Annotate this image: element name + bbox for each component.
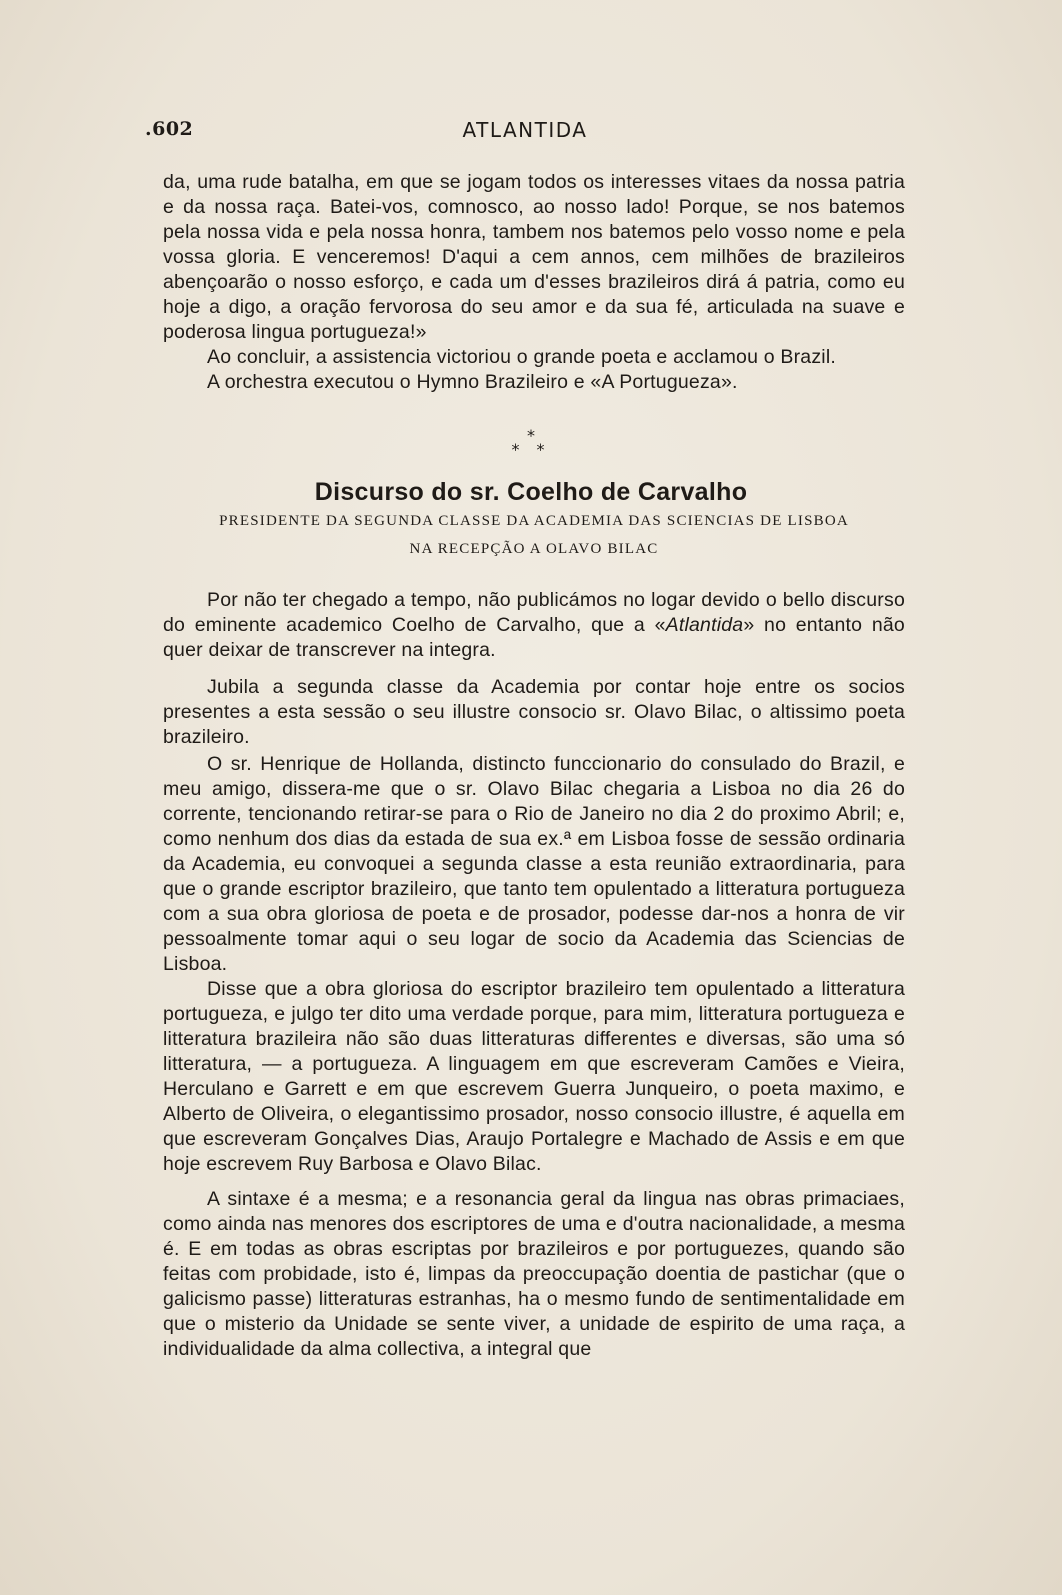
article-body (163, 588, 905, 1362)
running-title: ATLANTIDA (462, 118, 588, 142)
page-number: .602 (145, 118, 194, 140)
section-separator (0, 426, 1062, 459)
continuation-text (163, 170, 905, 395)
magazine-name: Atlantida (665, 614, 744, 636)
separator-top: * (527, 426, 535, 445)
section-subtitle: PRESIDENTE DA SEGUNDA CLASSE DA ACADEMIA DAS SCIENCIAS DE LISBOA (219, 513, 849, 529)
paragraph: A orchestra executou o Hymno Brazileiro e «A Portugueza». (207, 371, 738, 393)
speech-paragraph: Jubila a segunda classe da Academia por contar hoje entre os socios presentes a esta sessão o seu illustre consocio sr. Olavo Bilac, o altissimo poeta brazileiro. (163, 676, 905, 748)
speech-paragraph: A sintaxe é a mesma; e a resonancia geral da lingua nas obras primaciaes, como ainda nas menores dos escriptores de uma e d'outra nacionalidade, a mesma é. E em todas as obras escriptas por brazileiros e por portuguezes, quando são feitas com probidade, isto é, limpas da preoccupação doentia de pastichar (que o galicismo passe) litteraturas estranhas, ha o mesmo fundo de sentimentalidade em que o misterio da Unidade se sente viver, a unidade de espirito de uma raça, a individualidade da alma collectiva, a integral que (163, 1188, 905, 1360)
section-title: Discurso do sr. Coelho de Carvalho (314, 478, 748, 506)
paragraph: Ao concluir, a assistencia victoriou o grande poeta e acclamou o Brazil. (207, 346, 836, 368)
intro-text-start: Por não ter chegado a tempo, não publicámos no logar devido o bello discurso do eminente academico Coelho de Carvalho, que a « (163, 589, 905, 636)
separator-bottom: * * (511, 440, 551, 459)
speech-paragraph: Disse que a obra gloriosa do escriptor brazileiro tem opulentado a litteratura portugueza, e julgo ter dito uma verdade porque, para mim, litteratura portugueza e litteratura brazileira não são duas litteraturas differentes e diversas, são uma só litteratura, — a portugueza. A linguagem em que escreveram Camões e Vieira, Herculano e Garrett e em que escrevem Guerra Junqueiro, o poeta maximo, e Alberto de Oliveira, o elegantissimo prosador, nosso consocio illustre, é aquella em que escreveram Gonçalves Dias, Araujo Portalegre e Machado de Assis e em que hoje escrevem Ruy Barbosa e Olavo Bilac. (163, 978, 905, 1175)
paragraph: da, uma rude batalha, em que se jogam todos os interesses vitaes da nossa patria e da nossa raça. Batei-vos, comnosco, ao nosso lado! Porque, se nos batemos pela nossa vida e pela nossa honra, tambem nos batemos pelo vosso nome e pela vossa gloria. E venceremos! D'aqui a cem annos, cem milhões de brazileiros abençoarão o nosso esforço, e cada um d'esses brazileiros dirá á patria, como eu hoje a digo, a oração fervorosa do seu amor e da sua fé, articulada na suave e poderosa lingua portugueza!» (163, 171, 905, 343)
speech-paragraph: O sr. Henrique de Hollanda, distincto funccionario do consulado do Brazil, e meu amigo, dissera-me que o sr. Olavo Bilac chegaria a Lisboa no dia 26 do corrente, tencionando retirar-se para o Rio de Janeiro no dia 2 do proximo Abril; e, como nenhum dos dias da estada de sua ex.ª em Lisboa fosse de sessão ordinaria da Academia, eu convoquei a segunda classe a esta reunião extraordinaria, para que o grande escriptor brazileiro, que tanto tem opulentado a litteratura portugueza com a sua obra gloriosa de poeta e de prosador, podesse dar-nos a honra de vir pessoalmente tomar aqui o seu logar de socio da Academia das Sciencias de Lisboa. (163, 753, 905, 975)
intro-paragraph (163, 588, 905, 663)
section-subtitle-occasion: NA RECEPÇÃO A OLAVO BILAC (409, 541, 659, 557)
intro-text-end: » no entanto não quer deixar de transcrever na integra. (163, 614, 905, 661)
page-header (145, 118, 905, 148)
